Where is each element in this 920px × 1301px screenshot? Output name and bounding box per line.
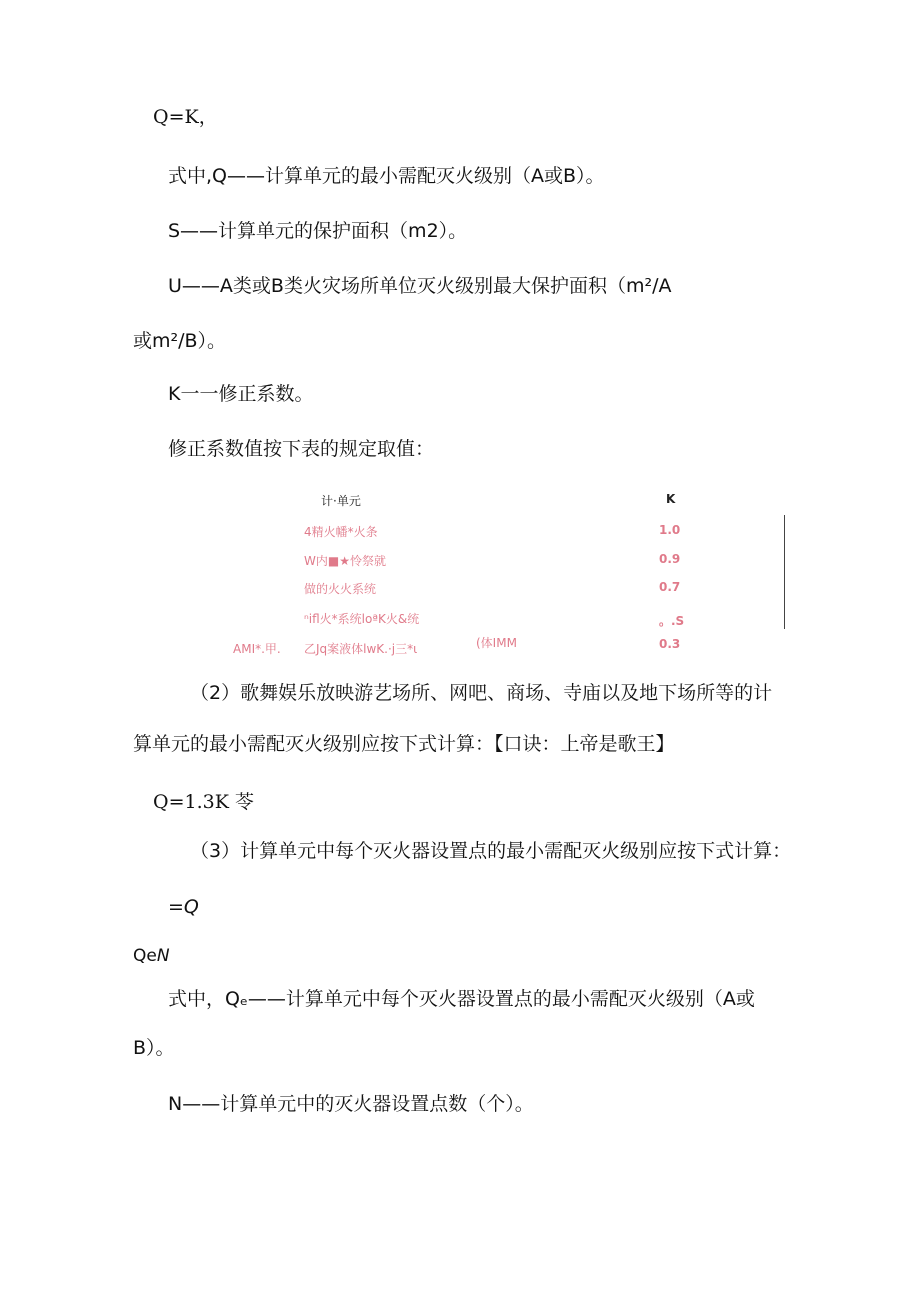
table-row-unit: ⁿifl火*系统loªK火&统 bbox=[304, 612, 420, 626]
table-border-line bbox=[784, 515, 785, 629]
formula-qe-symbol: Qe bbox=[133, 946, 157, 966]
definition-u-line2: 或m²∕B）。 bbox=[133, 330, 227, 352]
table-row-k: 0.7 bbox=[659, 580, 681, 594]
k-table-intro: 修正系数值按下表的规定取值： bbox=[168, 438, 435, 460]
definition-q: 式中,Q——计算单元的最小需配灭火级别（A或B）。 bbox=[168, 165, 605, 187]
paragraph-2-line1: （2）歌舞娱乐放映游艺场所、网吧、商场、寺庙以及地下场所等的计 bbox=[190, 682, 773, 704]
table-header-k: K bbox=[666, 492, 676, 506]
table-header-unit: 计·单元 bbox=[321, 494, 361, 508]
table-row-k: 1.0 bbox=[659, 523, 681, 537]
table-row-unit: W内■★怜祭就 bbox=[304, 554, 386, 568]
formula-n-symbol: N bbox=[156, 946, 170, 966]
definition-qe-line1: 式中，Qₑ——计算单元中每个灭火器设置点的最小需配灭火级别（A或 bbox=[168, 988, 755, 1010]
definition-n: N——计算单元中的灭火器设置点数（个）。 bbox=[168, 1093, 534, 1115]
table-row-prefix: AMI*.甲. bbox=[233, 642, 281, 656]
definition-u-line1: U——A类或B类火灾场所单位灭火级别最大保护面积（m²∕A bbox=[168, 275, 672, 297]
table-row-k: 。.S bbox=[659, 614, 685, 628]
definition-qe-line2: B）。 bbox=[133, 1037, 175, 1059]
paragraph-3: （3）计算单元中每个灭火器设置点的最小需配灭火级别应按下式计算： bbox=[190, 840, 792, 862]
formula-q-1-3k: Q=1.3K 苓 bbox=[153, 791, 254, 813]
formula-qe-numerator bbox=[168, 895, 199, 919]
table-row-unit: 4精火幡*火条 bbox=[304, 525, 378, 539]
table-row-unit: 乙Jq案液体lwK.·j三*ι bbox=[304, 642, 418, 656]
table-row-k: 0.9 bbox=[659, 552, 681, 566]
table-row-extra: (体IMM bbox=[476, 636, 517, 650]
table-row-unit: 做的火火系统 bbox=[304, 582, 377, 596]
definition-k: K一一修正系数。 bbox=[168, 383, 314, 405]
formula-qe-numerator-text: =Q bbox=[168, 896, 199, 918]
formula-q-equals-k: Q=K， bbox=[153, 106, 218, 128]
definition-s: S——计算单元的保护面积（m2）。 bbox=[168, 220, 468, 242]
formula-qe-denominator bbox=[133, 944, 170, 968]
table-row-k: 0.3 bbox=[659, 637, 681, 651]
paragraph-2-line2: 算单元的最小需配灭火级别应按下式计算：【口诀：上帝是歌王】 bbox=[133, 733, 675, 755]
